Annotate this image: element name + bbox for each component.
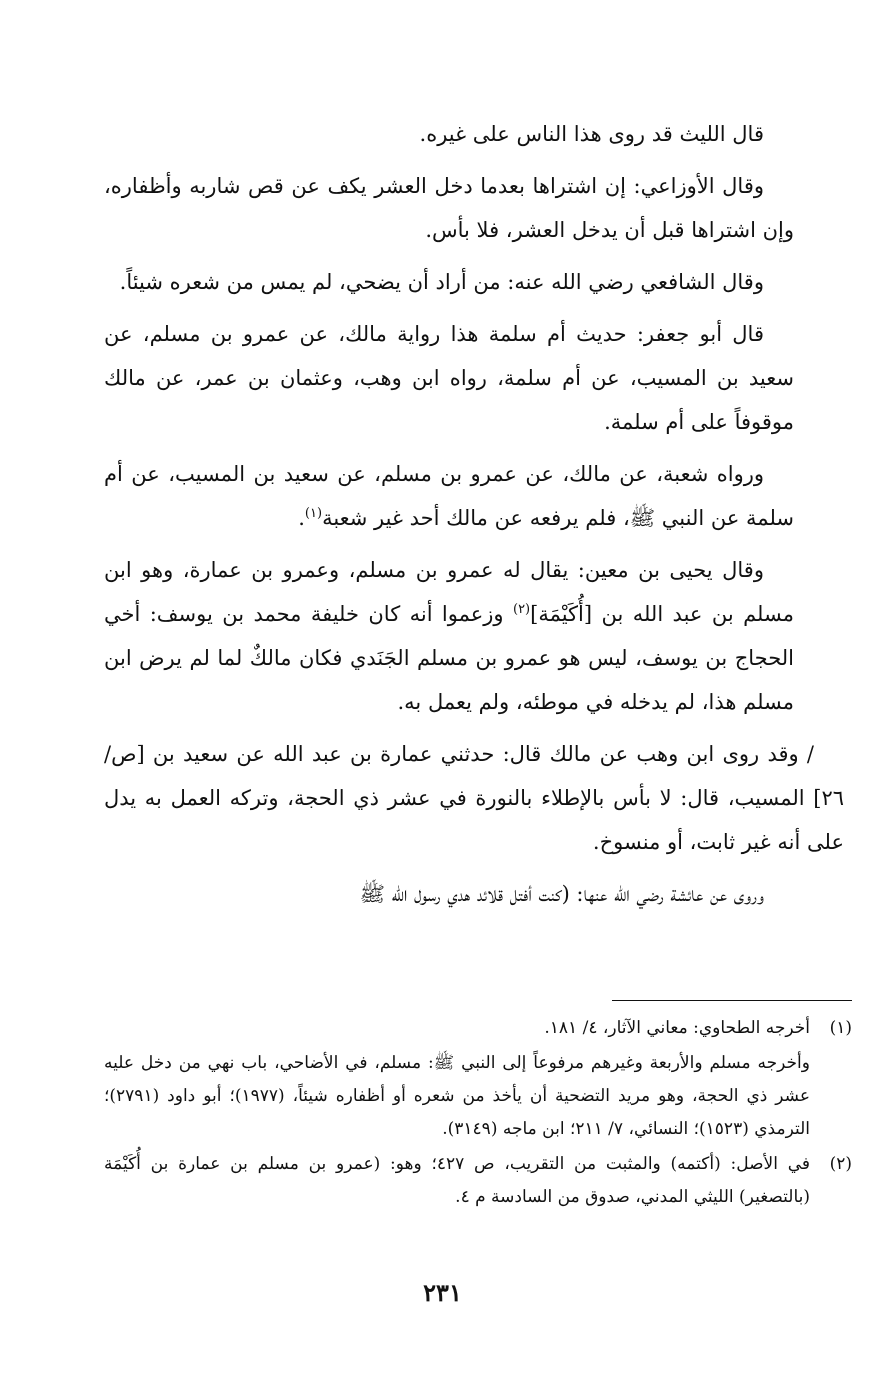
paragraph-5-tail: . [298, 506, 305, 530]
footnote-1-continuation: وأخرجه مسلم والأربعة وغيرهم مرفوعاً إلى النبي ﷺ: مسلم، في الأضاحي، باب نهي من دخل عليه عشر ذي الحجة، وهو مريد التضحية أن يأخذ من شعره أو أظفاره شيئاً، (١٩٧٧)؛ أبو داود (٢٧٩١)؛ الترمذي (١٥٢٣)؛ النسائي، ٧/ ٢١١؛ ابن ماجه (٣١٤٩). [104, 1053, 810, 1139]
paragraph-7: / وقد روى ابن وهب عن مالك قال: حدثني عمارة بن عبد الله عن سعيد بن [ص/٢٦] المسيب، قال: لا بأس بالإطلاء بالنورة في عشر ذي الحجة، وتركه العمل به يدل على أنه غير ثابت، أو منسوخ. [104, 742, 844, 854]
paragraph-6-tail: وزعموا أنه كان خليفة محمد بن يوسف: أخي الحجاج بن يوسف، ليس هو عمرو بن مسلم الجَنَدي فكان مالكٌ لما لم يرض ابن مسلم هذا، لم يدخله في موطئه، ولم يعمل به. [104, 602, 794, 714]
footnote-2 [104, 1148, 852, 1214]
paragraph-6 [104, 548, 794, 724]
footnote-ref-1[interactable]: (١) [304, 506, 323, 521]
footnote-1 [104, 1012, 852, 1045]
paragraph-6-text: وقال يحيى بن معين: يقال له عمرو بن مسلم، وعمرو بن عمارة، وهو ابن مسلم بن عبد الله بن [أُكَيْمَة] [104, 558, 794, 626]
footnote-divider [612, 1000, 852, 1001]
footnote-1-number: (١) [829, 1018, 852, 1038]
paragraph-1: قال الليث قد روى هذا الناس على غيره. [419, 122, 764, 146]
paragraph-2: وقال الأوزاعي: إن اشتراها بعدما دخل العشر يكف عن قص شاربه وأظفاره، وإن اشتراها قبل أن يدخل العشر، فلا بأس. [104, 174, 794, 242]
main-text [104, 112, 844, 924]
footnote-2-text: في الأصل: (أكتمه) والمثبت من التقريب، ص ٤٢٧؛ وهو: (عمرو بن مسلم بن عمارة بن أُكَيْمَة (بالتصغير) الليثي المدني، صدوق من السادسة م ٤. [104, 1154, 810, 1207]
footnote-1-text: أخرجه الطحاوي: معاني الآثار، ٤/ ١٨١. [544, 1018, 810, 1038]
footnotes-section [104, 1012, 852, 1216]
paragraph-8: وروى عن عائشة رضي الله عنها: (كنت أفتل قلائد هدي رسول الله ﷺ [359, 882, 764, 906]
footnote-2-number: (٢) [829, 1154, 852, 1174]
page-number: ٢٣١ [423, 1278, 462, 1307]
paragraph-5-text: ورواه شعبة، عن مالك، عن عمرو بن مسلم، عن سعيد بن المسيب، عن أم سلمة عن النبي ﷺ، فلم يرفعه عن مالك أحد غير شعبة [104, 462, 794, 530]
paragraph-3: وقال الشافعي رضي الله عنه: من أراد أن يضحي، لم يمس من شعره شيئاً. [119, 270, 764, 294]
paragraph-4: قال أبو جعفر: حديث أم سلمة هذا رواية مالك، عن عمرو بن مسلم، عن سعيد بن المسيب، عن أم سلمة، رواه ابن وهب، وعثمان بن عمر، عن مالك موقوفاً على أم سلمة. [104, 322, 794, 434]
paragraph-5 [104, 452, 794, 540]
footnote-ref-2[interactable]: (٢) [512, 602, 531, 617]
